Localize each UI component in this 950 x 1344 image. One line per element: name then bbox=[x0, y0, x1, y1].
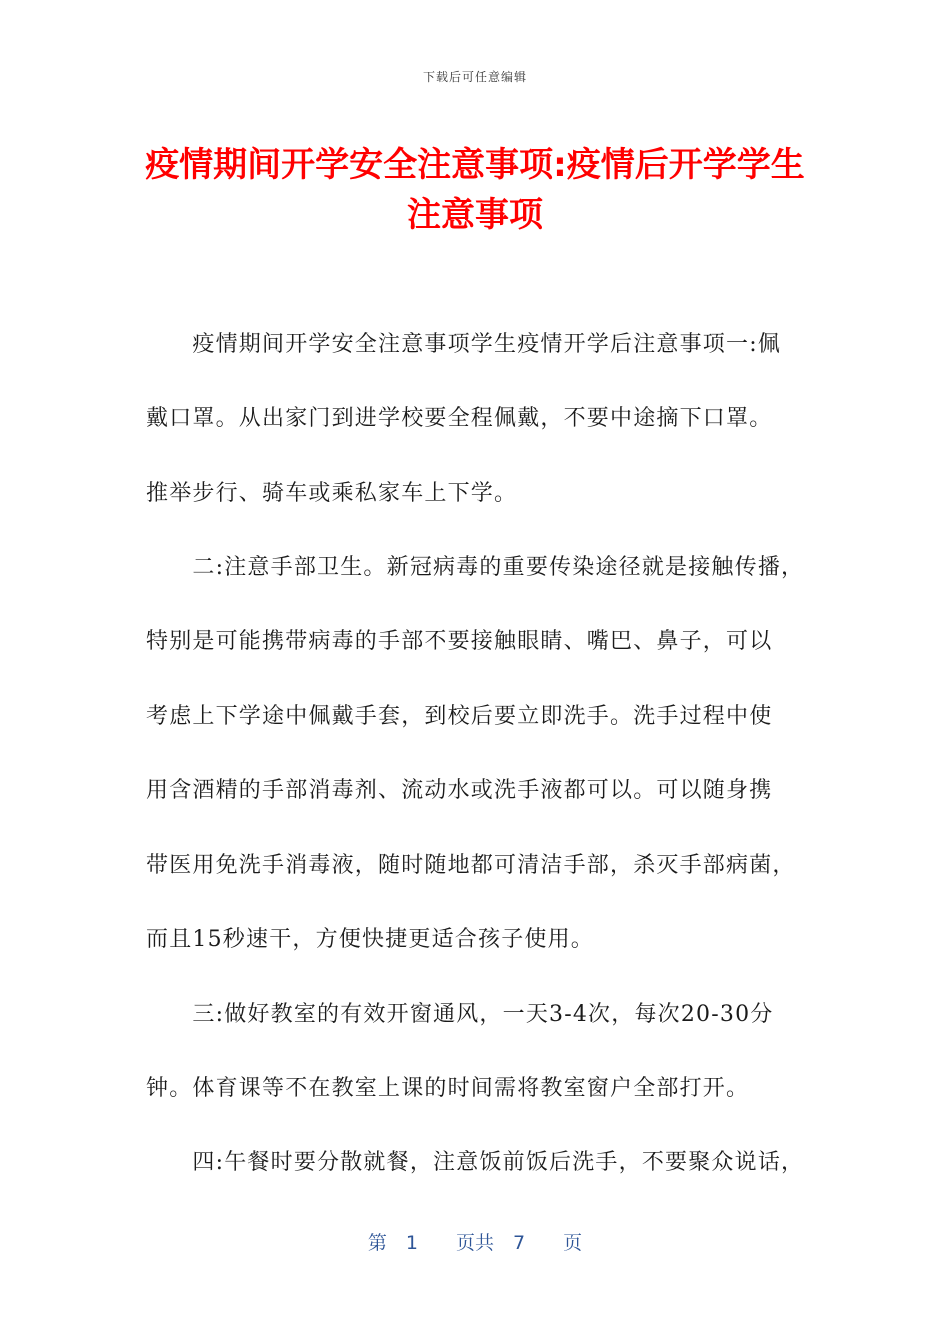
body-line-6: 考虑上下学途中佩戴手套，到校后要立即洗手。洗手过程中使 bbox=[146, 704, 773, 729]
title-line-1: 疫情期间开学安全注意事项:疫情后开学学生 bbox=[145, 145, 805, 185]
body-line-11: 钟。体育课等不在教室上课的时间需将教室窗户全部打开。 bbox=[146, 1076, 750, 1101]
body-line-8: 带医用免洗手消毒液，随时随地都可清洁手部，杀灭手部病菌， bbox=[146, 853, 796, 878]
title-line-2: 注意事项 bbox=[407, 195, 543, 235]
body-line-9: 而且15秒速干，方便快捷更适合孩子使用。 bbox=[146, 927, 594, 952]
body-line-5: 特别是可能携带病毒的手部不要接触眼睛、嘴巴、鼻子，可以 bbox=[146, 629, 773, 654]
body-line-12: 四:午餐时要分散就餐，注意饭前饭后洗手，不要聚众说话， bbox=[146, 1150, 805, 1175]
document-title bbox=[120, 140, 830, 240]
page-footer: 第 1 页共 7 页 bbox=[367, 1232, 583, 1254]
body-line-4: 二:注意手部卫生。新冠病毒的重要传染途径就是接触传播， bbox=[146, 555, 805, 580]
body-line-1: 疫情期间开学安全注意事项学生疫情开学后注意事项一:佩 bbox=[146, 332, 782, 357]
body-line-2: 戴口罩。从出家门到进学校要全程佩戴，不要中途摘下口罩。 bbox=[146, 406, 773, 431]
body-line-10: 三:做好教室的有效开窗通风，一天3-4次，每次20-30分 bbox=[146, 1002, 774, 1027]
body-line-3: 推举步行、骑车或乘私家车上下学。 bbox=[146, 481, 518, 506]
body-line-7: 用含酒精的手部消毒剂、流动水或洗手液都可以。可以随身携 bbox=[146, 778, 773, 803]
header-note: 下载后可任意编辑 bbox=[422, 70, 527, 84]
